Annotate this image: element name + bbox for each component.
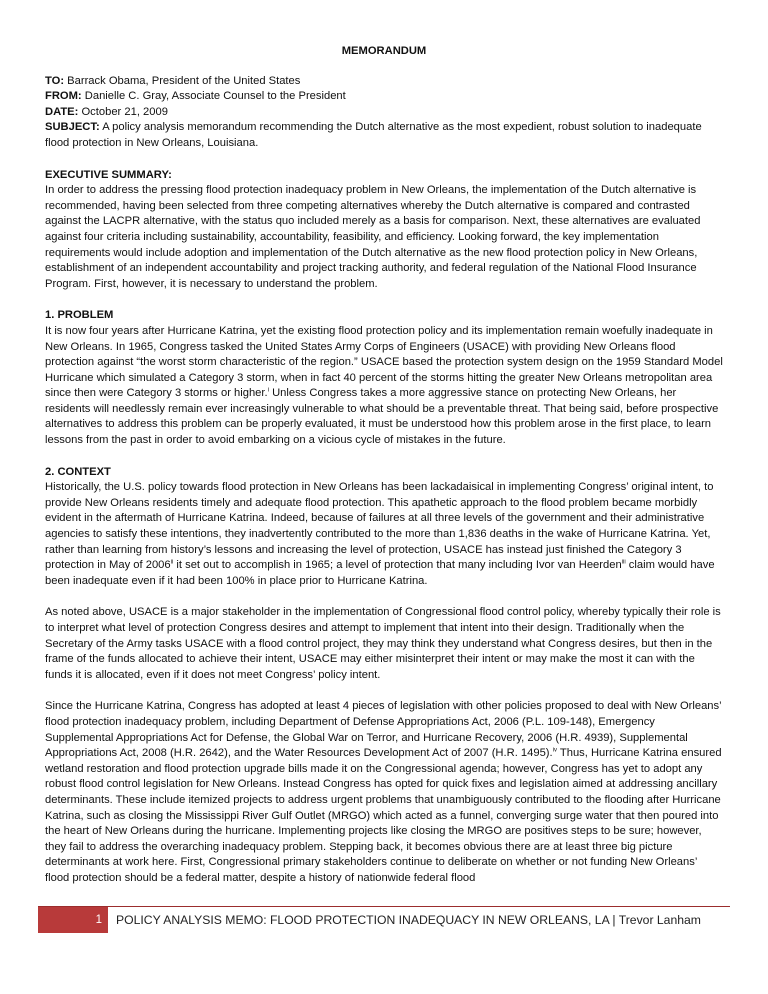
page-footer bbox=[38, 906, 730, 933]
page-number: 1 bbox=[95, 914, 102, 926]
context-heading: 2. CONTEXT bbox=[45, 465, 111, 478]
executive-summary-text: In order to address the pressing flood protection inadequacy problem in New Orleans, the implementation of the Dutch alternative is recommended, having been selected from three competing alternatives whereby the Dutch alternative is compared and contrasted against the LACPR alternative, with the status quo included merely as a basis for comparison. Next, these alternatives are evaluated against four criteria including sustainability, accountability, feasibility, and efficiency. Looking forward, the key implementation requirements would include adoption and implementation of the Dutch alternative as the new flood protection policy in New Orleans, establishment of an independent accountability and project tracking authority, and federal regulation of the National Flood Insurance Program. First, however, it is necessary to understand the problem. bbox=[45, 184, 701, 290]
date-label: DATE: bbox=[45, 105, 79, 118]
to-label: TO: bbox=[45, 74, 65, 87]
memo-title: MEMORANDUM bbox=[341, 45, 427, 57]
endnote-iv[interactable]: iv bbox=[552, 747, 557, 754]
context-paragraph-1 bbox=[45, 480, 723, 589]
footer-text: POLICY ANALYSIS MEMO: FLOOD PROTECTION INADEQUACY IN NEW ORLEANS, LA | Trevor Lanham bbox=[116, 913, 701, 927]
context-paragraph-3 bbox=[45, 699, 723, 886]
endnote-i[interactable]: i bbox=[267, 387, 269, 394]
endnote-iii[interactable]: iii bbox=[621, 559, 626, 566]
executive-summary-heading: EXECUTIVE SUMMARY: bbox=[45, 168, 172, 181]
problem-paragraph bbox=[45, 324, 723, 449]
memo-page bbox=[45, 44, 723, 887]
problem-text-b: Unless Congress takes a more aggressive stance on protecting New Orleans, her residents will needlessly remain ever increasingly vulnerable to what should be a preventable threat. That being said, before prospective alternatives to address this problem can be properly evaluated, it must be understood how this problem arose in the first place, to learn lessons from the past in order to avoid embarking on a vicious cycle of mistakes in the future. bbox=[45, 387, 719, 447]
page-number-box bbox=[38, 907, 108, 933]
endnote-ii[interactable]: ii bbox=[170, 559, 174, 566]
date-value: October 21, 2009 bbox=[78, 105, 168, 118]
from-line bbox=[45, 89, 723, 105]
context-p1-b: it set out to accomplish in 1965; a level of protection that many including Ivor van Heerden bbox=[173, 559, 622, 572]
to-value: Barrack Obama, President of the United States bbox=[64, 74, 301, 87]
context-p1-c: claim would have been inadequate even if it had been 100% in place prior to Hurricane Katrina. bbox=[45, 559, 715, 587]
memo-header bbox=[45, 74, 723, 152]
subject-line bbox=[45, 120, 723, 151]
from-label: FROM: bbox=[45, 90, 82, 103]
subject-value: A policy analysis memorandum recommending the Dutch alternative as the most expedient, robust solution to inadequate flood protection in New Orleans, Louisiana. bbox=[45, 121, 702, 149]
context-paragraph-2: As noted above, USACE is a major stakeholder in the implementation of Congressional flood control policy, whereby typically their role is to interpret what level of protection Congress desires and attempt to implement that intent into their design. Traditionally when the Secretary of the Army tasks USACE with a flood control project, they may think they understand what Congress desires, but then in the frame of the funds allocated to achieve their intent, USACE may either misinterpret their intent or may make the most it can with the funds it is allocated, even if it does not meet Congress’ policy intent. bbox=[45, 606, 721, 681]
date-line bbox=[45, 105, 723, 121]
context-p1-a: Historically, the U.S. policy towards flood protection in New Orleans has been lackadaisical in implementing Congress’ original intent, to provide New Orleans residents timely and adequate flood protection. This apathetic approach to the flood problem became morbidly evident in the aftermath of Hurricane Katrina. Indeed, because of failures at all three levels of the government and their administrative agencies to satisfy these intentions, they inadvertently contributed to the more than 1,836 deaths in the wake of Hurricane Katrina. Yet, rather than learning from history’s lessons and increasing the level of protection, USACE has instead just finished the Category 3 protection in May of 2006 bbox=[45, 481, 714, 572]
to-line bbox=[45, 74, 723, 90]
subject-label: SUBJECT: bbox=[45, 121, 100, 134]
context-p3-a: Since the Hurricane Katrina, Congress has adopted at least 4 pieces of legislation with other policies proposed to deal with New Orleans’ flood protection inadequacy problem, including Department of Defense Appropriations Act, 2006 (P.L. 109-148), Emergency Supplemental Appropriations Act for Defense, the Global War on Terror, and Hurricane Recovery, 2006 (H.R. 4939), Supplemental Appropriations Act, 2008 (H.R. 2642), and the Water Resources Development Act of 2007 (H.R. 1495). bbox=[45, 700, 722, 760]
problem-heading: 1. PROBLEM bbox=[45, 309, 114, 322]
from-value: Danielle C. Gray, Associate Counsel to the President bbox=[81, 90, 346, 103]
problem-text-a: It is now four years after Hurricane Katrina, yet the existing flood protection policy and its implementation remain woefully inadequate in New Orleans. In 1965, Congress tasked the United States Army Corps of Engineers (USACE) with providing New Orleans flood protection against “the worst storm characteristic of the region.” USACE based the protection system design on the 1959 Standard Model Hurricane which simulated a Category 3 storm, when in fact 40 percent of the storms hitting the greater New Orleans metropolitan area since then were Category 3 storms or higher. bbox=[45, 324, 723, 400]
context-p3-b: Thus, Hurricane Katrina ensured wetland restoration and flood protection upgrade bills made it on the Congressional agenda; however, Congress has yet to adopt any robust flood control legislation for New Orleans. Instead Congress has opted for quick fixes and legislation aimed at addressing ancillary determinants. These include itemized projects to address urgent problems that unambiguously contributed to the flooding after Hurricane Katrina, such as closing the Mississippi River Gulf Outlet (MRGO) which acted as a funnel, converging surge water that then poured into the heart of New Orleans during the hurricane. Implementing projects like closing the MRGO are positives steps to be sure; however, they fail to address the overarching inadequacy problem. Stepping back, it becomes obvious there are at least three big picture determinants at work here. First, Congressional primary stakeholders continue to deliberate on whether or not funding New Orleans’ flood protection should be a federal matter, despite a history of nationwide federal flood bbox=[45, 747, 722, 884]
